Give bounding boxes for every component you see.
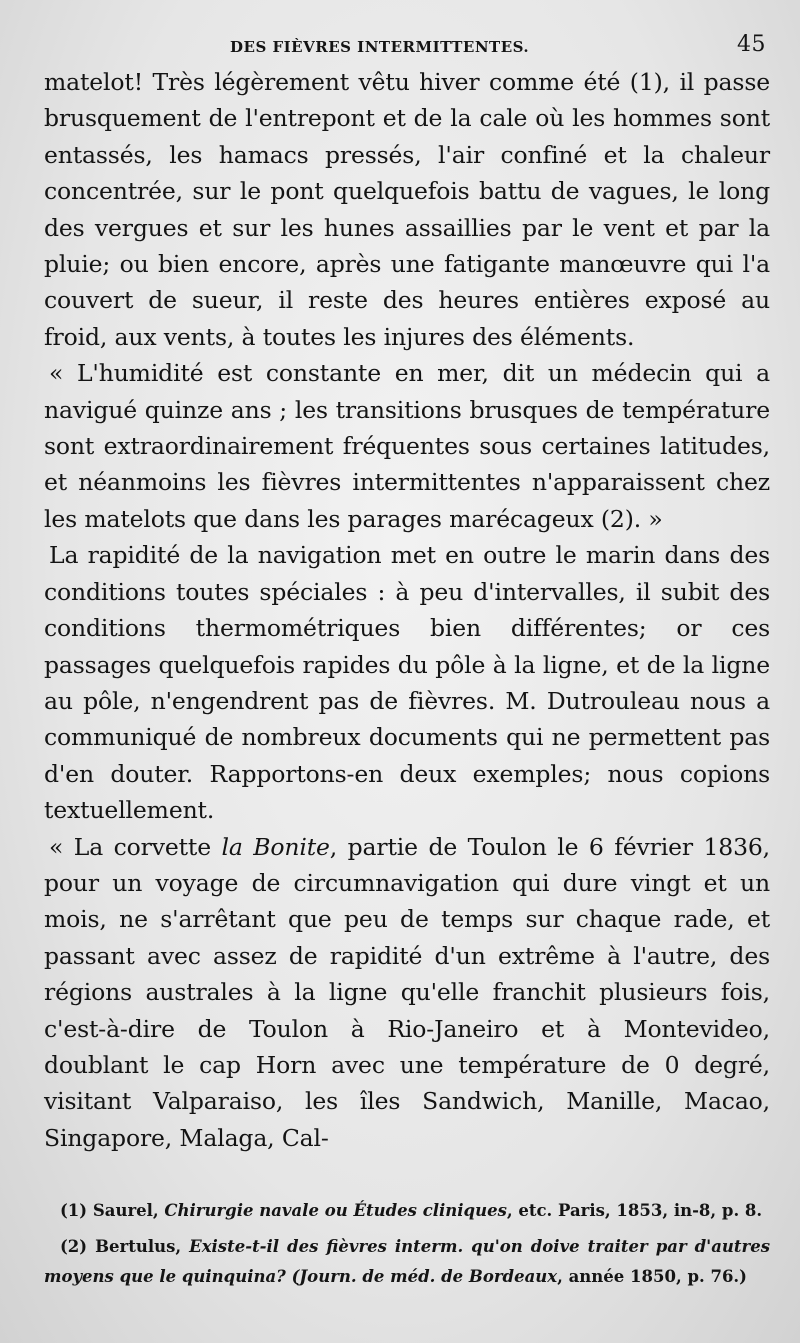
footnote-2-title: Existe-t-il des fièvres interm. qu'on doive traiter par d'autres moyens que le quinquina? bbox=[44, 1237, 770, 1287]
footnote-1-rest: , etc. Paris, 1853, in-8, p. 8. bbox=[506, 1201, 763, 1221]
running-head bbox=[44, 30, 770, 64]
footnote-2-rest: , année 1850, p. 76.) bbox=[557, 1267, 747, 1287]
paragraph-4-rest: , partie de Toulon le 6 février 1836, pour un voyage de circumnavigation qui dure vingt et un mois, ne s'arrêtant que peu de temps sur chaque rade, et passant avec assez de rapidité d'un extrême à l'autre, des régions australes à la ligne qu'elle franchit plusieurs fois, c'est-à-dire de Toulon à Rio-Janeiro et à Montevideo, doublant le cap Horn avec une température de 0 degré, visitant Valparaiso, les îles Sandwich, Manille, Macao, Singapore, Malaga, Cal- bbox=[44, 832, 771, 1152]
paragraph-4-start: « La corvette bbox=[49, 832, 222, 861]
paragraph-3: La rapidité de la navigation met en outre le marin dans des conditions toutes spéciales : à peu d'intervalles, il subit des conditions thermométriques bien différentes; or ces passages quelquefois rapides du pôle à la ligne, et de la ligne au pôle, n'engendrent pas de fièvres. M. Dutrouleau nous a communiqué de nombreux documents qui ne permettent pas d'en douter. Rapportons-en deux exemples; nous copions textuellement. bbox=[44, 541, 770, 825]
page-number: 45 bbox=[737, 32, 766, 57]
footnote-1-mark: (1) Saurel, bbox=[60, 1201, 165, 1221]
body-text bbox=[44, 64, 770, 1156]
footnote-1 bbox=[44, 1196, 770, 1226]
footnote-2-journal: (Journ. de méd. de Bordeaux bbox=[285, 1267, 558, 1287]
footnote-2 bbox=[44, 1232, 770, 1292]
paragraph-2-quote: « L'humidité est constante en mer, dit un médecin qui a navigué quinze ans ; les transitions brusques de température sont extraordinairement fréquentes sous certaines latitudes, et néanmoins les fièvres intermittentes n'apparaissent chez les matelots que dans les parages marécageux (2). » bbox=[44, 359, 770, 533]
running-title: DES FIÈVRES INTERMITTENTES. bbox=[230, 38, 530, 56]
paragraph-1: matelot! Très légèrement vêtu hiver comme été (1), il passe brusquement de l'entrepont et de la cale où les hommes sont entassés, les hamacs pressés, l'air confiné et la chaleur concentrée, sur le pont quelquefois battu de vagues, le long des vergues et sur les hunes assaillies par le vent et par la pluie; ou bien encore, après une fatigante manœuvre qui l'a couvert de sueur, il reste des heures entières exposé au froid, aux vents, à toutes les injures des éléments. bbox=[44, 68, 770, 351]
footnote-2-mark: (2) Bertulus, bbox=[60, 1237, 190, 1257]
footnotes bbox=[44, 1196, 770, 1292]
paragraph-4 bbox=[44, 829, 770, 1157]
footnote-1-title: Chirurgie navale ou Études cliniques bbox=[164, 1201, 507, 1221]
ship-name: la Bonite bbox=[221, 832, 330, 861]
